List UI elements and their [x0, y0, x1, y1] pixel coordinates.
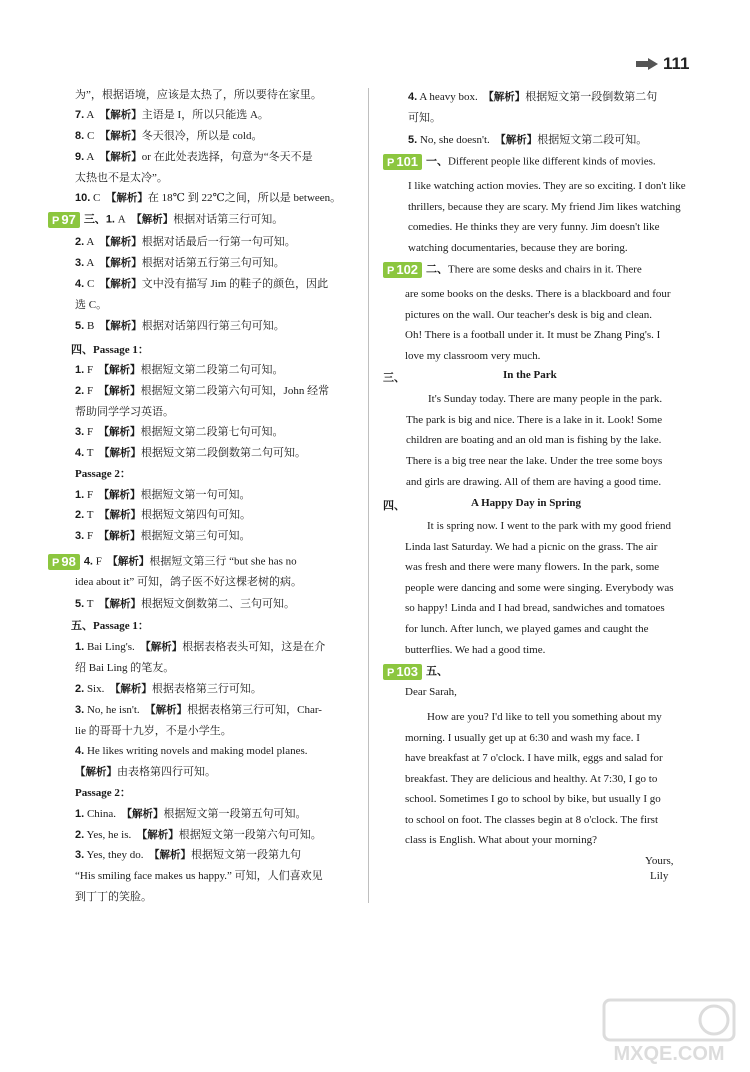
answer-line: [75, 890, 152, 904]
item-number: 2.: [75, 385, 85, 397]
analysis-label: 【解析】: [99, 130, 142, 142]
paragraph-line: butterflies. We had a good time.: [405, 643, 546, 656]
explanation-text: 文中没有描写 Jim 的鞋子的颜色，因此: [141, 278, 329, 290]
answer-line: [75, 298, 107, 312]
page-number: [636, 54, 690, 74]
answer-line: [408, 111, 441, 125]
explanation-text: 帮助同学学习英语。: [75, 406, 174, 418]
explanation-text: 根据对话第三行可知。: [173, 213, 284, 226]
answer-value: No, he isn't.: [86, 704, 140, 716]
analysis-label: 【解析】: [98, 509, 141, 521]
explanation-text: 根据短文第一段第九句: [190, 849, 301, 861]
answer-line: [75, 488, 251, 502]
item-number: 4.: [75, 745, 85, 757]
arrow-icon: [636, 58, 658, 70]
explanation-text: lie 的哥哥十九岁，不是小学生。: [75, 725, 232, 737]
item-number: 10.: [75, 192, 91, 204]
answer-value: C: [86, 130, 95, 142]
answer-value: Yes, they do.: [86, 849, 144, 861]
analysis-label: 【解析】: [98, 598, 141, 610]
answer-line: [75, 786, 131, 800]
answer-line: [75, 88, 322, 102]
analysis-label: 【解析】: [99, 278, 142, 290]
item-number: 4.: [75, 447, 85, 459]
paragraph-line: I like watching action movies. They are so exciting. I don't like: [408, 180, 686, 192]
explanation-text: or 在此处表选择，句意为“冬天不是: [141, 151, 313, 163]
watermark-logo: [602, 998, 736, 1064]
paragraph-line: school. Sometimes I go to school by bike, but usually I go: [405, 793, 661, 805]
answer-value: F: [86, 426, 94, 438]
analysis-label: 【解析】: [148, 849, 191, 861]
answer-value: F: [86, 364, 94, 376]
item-number: 4.: [75, 278, 85, 290]
answer-line: [75, 724, 232, 738]
analysis-label: 【解析】: [107, 555, 150, 568]
paragraph-line: class is English. What about your morning?: [405, 834, 597, 846]
analysis-label: 【解析】: [99, 236, 142, 248]
answer-line: [75, 869, 323, 883]
paragraph-line: pictures on the wall. Our teacher's desk is big and clean.: [405, 308, 652, 321]
answer-line: [75, 529, 251, 543]
section-label: 一、: [426, 155, 449, 168]
answer-line: [75, 703, 322, 717]
answer-line: [75, 661, 174, 675]
answer-line: [408, 90, 657, 104]
explanation-text: 太热也不是太冷”。: [75, 172, 168, 184]
explanation-text: 为”，根据语境，应该是太热了，所以要待在家里。: [75, 89, 322, 101]
answer-value: He likes writing novels and making model planes.: [86, 745, 308, 757]
analysis-label: 【解析】: [99, 151, 142, 163]
item-number: 2.: [75, 509, 85, 521]
answer-line: [75, 765, 216, 779]
section-label: 二、: [426, 263, 449, 276]
section-heading: [383, 664, 448, 680]
explanation-text: 根据短文倒数第二、三句可知。: [140, 598, 295, 610]
explanation-text: 根据短文第三行 “but she has no: [149, 555, 297, 568]
section-label: 五、: [71, 620, 93, 632]
letter-closing: Yours,: [645, 855, 674, 867]
answer-value: Yes, he is.: [86, 829, 132, 841]
explanation-text: 绍 Bai Ling 的笔友。: [75, 662, 175, 674]
answer-line: [75, 575, 302, 589]
answer-line: [75, 640, 325, 654]
letter-greeting: Dear Sarah,: [405, 686, 457, 698]
explanation-text: 根据短文第四句可知。: [140, 509, 251, 521]
answer-value: C: [93, 192, 101, 204]
item-number: 2.: [75, 829, 85, 841]
analysis-label: 【解析】: [75, 766, 117, 778]
paragraph-line: It's Sunday today. There are many people in the park.: [428, 393, 663, 405]
paragraph-line: have breakfast at 7 o'clock. I have milk, eggs and salad for: [405, 752, 663, 764]
analysis-label: 【解析】: [121, 808, 164, 820]
item-number: 4.: [408, 91, 418, 103]
analysis-label: 【解析】: [98, 489, 141, 501]
answer-line: [71, 619, 149, 633]
analysis-label: 【解析】: [98, 426, 141, 438]
section-label: 四、: [71, 344, 93, 356]
paragraph-line: Different people like different kinds of movies.: [448, 155, 656, 168]
answer-value: A heavy box.: [419, 91, 478, 103]
passage-label: Passage 1：: [93, 620, 149, 632]
answer-line: [75, 807, 306, 821]
explanation-text: 根据对话第四行第三句可知。: [141, 320, 285, 332]
item-number: 3.: [75, 530, 85, 542]
paragraph-line: Linda last Saturday. We had a picnic on the grass. The air: [405, 540, 658, 553]
item-number: 3.: [75, 426, 85, 438]
page-ref-badge: P 103: [383, 664, 422, 680]
answer-line: [48, 212, 283, 228]
explanation-text: 根据表格第三行可知，Char-: [187, 704, 322, 716]
paragraph-line: children are boating and an old man is fishing by the lake.: [406, 434, 662, 447]
answer-value: Bai Ling's.: [86, 641, 135, 653]
section-label: 三、: [383, 372, 405, 384]
explanation-text: 根据短文第二段第七句可知。: [140, 426, 284, 438]
paragraph-line: morning. I usually get up at 6:30 and wash my face. I: [405, 731, 640, 744]
section-title: In the Park: [503, 369, 557, 381]
answer-value: F: [86, 489, 94, 501]
item-number: 4.: [83, 555, 93, 568]
item-number: 3.: [75, 704, 85, 716]
answer-line: [75, 235, 296, 249]
explanation-text: 根据短文第一段倒数第二句: [525, 91, 658, 103]
explanation-text: 根据短文第二段倒数第二句可知。: [140, 447, 306, 459]
paragraph-line: for lunch. After lunch, we played games and caught the: [405, 623, 649, 635]
passage-label: Passage 2：: [75, 468, 131, 480]
answer-value: A: [86, 257, 95, 269]
answer-value: A: [86, 109, 95, 121]
explanation-text: “His smiling face makes us happy.” 可知，人们喜欢见: [75, 870, 323, 882]
answer-line: [75, 467, 131, 481]
analysis-label: 【解析】: [495, 134, 538, 146]
answer-value: No, she doesn't.: [419, 134, 490, 146]
paragraph-line: comedies. He thinks they are very funny. Jim doesn't like: [408, 221, 660, 234]
answer-line: [75, 150, 313, 164]
answer-line: [75, 277, 328, 291]
item-number: 1.: [75, 808, 85, 820]
column-divider: [368, 88, 369, 903]
section-heading: [383, 154, 656, 170]
analysis-label: 【解析】: [109, 683, 152, 695]
item-number: 5.: [408, 134, 418, 146]
item-number: 1.: [75, 364, 85, 376]
analysis-label: 【解析】: [98, 385, 141, 397]
answer-value: T: [86, 598, 94, 610]
explanation-text: 由表格第四行可知。: [117, 766, 216, 778]
paragraph-line: people were dancing and some were singing. Everybody was: [405, 581, 674, 594]
paragraph-line: It is spring now. I went to the park with my good friend: [427, 520, 671, 532]
explanation-text: 根据表格表头可知，这是在介: [182, 641, 326, 653]
answer-line: [75, 828, 322, 842]
answer-value: T: [86, 447, 94, 459]
explanation-text: 到丁丁的笑脸。: [75, 891, 152, 903]
analysis-label: 【解析】: [98, 364, 141, 376]
analysis-label: 【解析】: [99, 320, 142, 332]
page-number-text: 111: [663, 54, 690, 73]
item-number: 3.: [75, 257, 85, 269]
answer-value: F: [95, 555, 102, 568]
explanation-text: 根据短文第二段第六句可知，John 经常: [140, 385, 330, 397]
section-label: 五、: [426, 665, 449, 678]
answer-line: [75, 446, 306, 460]
answer-value: China.: [86, 808, 116, 820]
explanation-text: 根据短文第二段可知。: [537, 134, 648, 146]
analysis-label: 【解析】: [140, 641, 183, 653]
section-label: 四、: [383, 500, 405, 512]
paragraph-line: The park is big and nice. There is a lake in it. Look! Some: [406, 413, 663, 426]
item-number: 9.: [75, 151, 85, 163]
explanation-text: 根据对话第五行第三句可知。: [141, 257, 285, 269]
explanation-text: 根据短文第三句可知。: [140, 530, 251, 542]
paragraph-line: so happy! Linda and I had bread, sandwiches and tomatoes: [405, 602, 665, 615]
paragraph-line: was fresh and there were many flowers. In the park, some: [405, 561, 660, 574]
item-number: 3.: [75, 849, 85, 861]
item-number: 8.: [75, 130, 85, 142]
explanation-text: 在 18℃ 到 22℃之间，所以是 between。: [147, 192, 342, 204]
section-heading: [383, 262, 642, 278]
page-ref-badge: P 101: [383, 154, 422, 170]
item-number: 2.: [75, 236, 85, 248]
explanation-text: 选 C。: [75, 299, 108, 311]
explanation-text: 根据表格第三行可知。: [151, 683, 262, 695]
item-number: 1.: [75, 489, 85, 501]
analysis-label: 【解析】: [98, 530, 141, 542]
answer-value: T: [86, 509, 94, 521]
answer-line: [408, 133, 647, 147]
answer-value: B: [86, 320, 95, 332]
paragraph-line: to school on foot. The classes begin at 8 o'clock. The first: [405, 813, 658, 826]
item-number: 5.: [75, 320, 85, 332]
answer-value: C: [86, 278, 95, 290]
analysis-label: 【解析】: [99, 257, 142, 269]
answer-line: [75, 682, 262, 696]
answer-line: [75, 191, 341, 205]
paragraph-line: Oh! There is a football under it. It must be Zhang Ping's. I: [405, 329, 661, 342]
explanation-text: 根据短文第一句可知。: [140, 489, 251, 501]
answer-line: [75, 744, 313, 758]
svg-text:MXQE.COM: MXQE.COM: [613, 1043, 725, 1064]
answer-line: [75, 319, 285, 333]
item-number: 5.: [75, 598, 85, 610]
answer-line: [75, 256, 285, 270]
item-number: 1.: [105, 213, 115, 226]
page-ref-badge: P 102: [383, 262, 422, 278]
answer-line: [75, 108, 269, 122]
answer-line: [48, 554, 297, 570]
answer-line: [75, 597, 295, 611]
explanation-text: 可知。: [408, 112, 441, 124]
explanation-text: 根据短文第二段第二句可知。: [140, 364, 284, 376]
section-label: 三、: [83, 213, 106, 226]
answer-value: A: [86, 236, 95, 248]
answer-value: A: [86, 151, 95, 163]
answer-value: F: [86, 385, 94, 397]
analysis-label: 【解析】: [105, 192, 148, 204]
explanation-text: idea about it” 可知，鸽子医不好这棵老树的病。: [75, 576, 303, 588]
analysis-label: 【解析】: [136, 829, 179, 841]
item-number: 7.: [75, 109, 85, 121]
letter-signature: Lily: [650, 870, 669, 882]
item-number: 1.: [75, 641, 85, 653]
paragraph-line: How are you? I'd like to tell you something about my: [427, 711, 662, 723]
paragraph-line: There is a big tree near the lake. Under the tree some boys: [406, 455, 663, 468]
passage-label: Passage 1：: [93, 344, 149, 356]
paragraph-line: watching documentaries, because they are boring.: [408, 241, 628, 254]
answer-line: [71, 343, 149, 357]
answer-line: [75, 129, 262, 143]
paragraph-line: breakfast. They are delicious and healthy. At 7:30, I go to: [405, 772, 658, 785]
paragraph-line: and girls are drawing. All of them are having a good time.: [406, 475, 662, 488]
answer-line: [75, 848, 301, 862]
section-title: A Happy Day in Spring: [471, 497, 582, 509]
paragraph-line: love my classroom very much.: [405, 349, 541, 362]
analysis-label: 【解析】: [483, 91, 526, 103]
explanation-text: 主语是 I，所以只能选 A。: [141, 109, 269, 121]
explanation-text: 根据对话最后一行第一句可知。: [141, 236, 296, 248]
page-ref-badge: P 97: [48, 212, 80, 228]
item-number: 2.: [75, 683, 85, 695]
analysis-label: 【解析】: [145, 704, 188, 716]
explanation-text: 根据短文第一段第六句可知。: [178, 829, 322, 841]
answer-value: F: [86, 530, 94, 542]
answer-value: Six.: [86, 683, 105, 695]
explanation-text: 根据短文第一段第五句可知。: [163, 808, 307, 820]
paragraph-line: There are some desks and chairs in it. There: [448, 263, 642, 276]
answer-line: [75, 405, 174, 419]
analysis-label: 【解析】: [99, 109, 142, 121]
analysis-label: 【解析】: [98, 447, 141, 459]
answer-line: [75, 508, 251, 522]
answer-line: [75, 171, 168, 185]
explanation-text: 冬天很冷，所以是 cold。: [141, 130, 263, 142]
paragraph-line: are some books on the desks. There is a blackboard and four: [405, 288, 671, 300]
page-ref-badge: P 98: [48, 554, 80, 570]
paragraph-line: thrillers, because they are scary. My friend Jim likes watching: [408, 200, 681, 213]
answer-value: A: [117, 213, 126, 226]
answer-line: [75, 363, 284, 377]
analysis-label: 【解析】: [131, 213, 174, 226]
passage-label: Passage 2：: [75, 787, 131, 799]
answer-line: [75, 384, 329, 398]
answer-line: [75, 425, 284, 439]
